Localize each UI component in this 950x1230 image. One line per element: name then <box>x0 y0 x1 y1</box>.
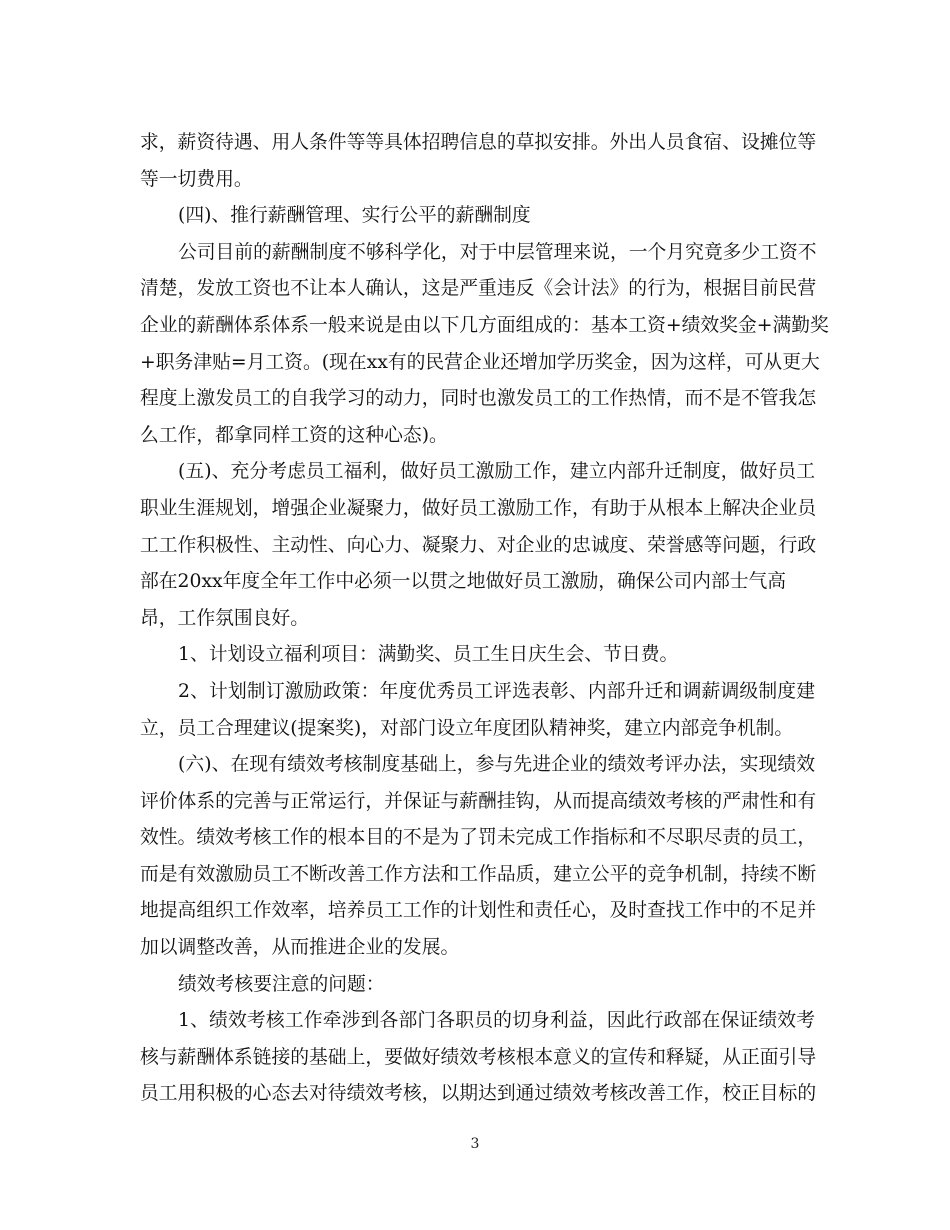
section-heading: (五)、充分考虑员工福利，做好员工激励工作，建立内部升迁制度，做好员工 <box>178 461 815 483</box>
text-line: 员工用积极的心态去对待绩效考核，以期达到通过绩效考核改善工作，校正目标的 <box>140 1083 817 1105</box>
text-line: 职业生涯规划，增强企业凝聚力，做好员工激励工作，有助于从根本上解决企业员 <box>140 497 817 519</box>
text-line: 昂，工作氛围良好。 <box>140 607 310 629</box>
list-item: 1、绩效考核工作牵涉到各部门各职员的切身利益，因此行政部在保证绩效考 <box>178 1010 815 1032</box>
text-line: 而是有效激励员工不断改善工作方法和工作品质，建立公平的竞争机制，持续不断 <box>140 863 817 885</box>
list-item: 1、计划设立福利项目：满勤奖、员工生日庆生会、节日费。 <box>178 644 679 666</box>
section-heading: (六)、在现有绩效考核制度基础上，参与先进企业的绩效考评办法，实现绩效 <box>178 754 815 776</box>
text-line: 部在20xx年度全年工作中必须一以贯之地做好员工激励，确保公司内部士气高 <box>140 571 787 593</box>
text-line: 企业的薪酬体系体系一般来说是由以下几方面组成的：基本工资+绩效奖金+满勤奖 <box>140 314 829 336</box>
text-line: 清楚，发放工资也不让本人确认，这是严重违反《会计法》的行为，根据目前民营 <box>140 278 817 300</box>
text-line: 求，薪资待遇、用人条件等等具体招聘信息的草拟安排。外出人员食宿、设摊位等 <box>140 132 817 153</box>
text-line: 等一切费用。 <box>140 168 253 190</box>
subheading: 绩效考核要注意的问题： <box>178 973 385 995</box>
page-number: 3 <box>470 1136 480 1152</box>
list-item: 2、计划制订激励政策：年度优秀员工评选表彰、内部升迁和调薪调级制度建 <box>178 680 815 702</box>
section-heading: (四)、推行薪酬管理、实行公平的薪酬制度 <box>178 205 531 227</box>
text-line: 地提高组织工作效率，培养员工工作的计划性和责任心，及时查找工作中的不足并 <box>140 900 817 922</box>
text-line: 加以调整改善，从而推进企业的发展。 <box>140 937 460 959</box>
text-line: 效性。绩效考核工作的根本目的不是为了罚未完成工作指标和不尽职尽责的员工， <box>140 827 817 849</box>
text-line: 立，员工合理建议(提案奖)，对部门设立年度团队精神奖，建立内部竞争机制。 <box>140 717 794 739</box>
text-line: 公司目前的薪酬制度不够科学化，对于中层管理来说，一个月究竟多少工资不 <box>178 241 817 263</box>
text-line: 工工作积极性、主动性、向心力、凝聚力、对企业的忠诚度、荣誉感等问题，行政 <box>140 534 817 556</box>
text-line: 评价体系的完善与正常运行，并保证与薪酬挂钩，从而提高绩效考核的严肃性和有 <box>140 790 817 812</box>
text-line: 核与薪酬体系链接的基础上，要做好绩效考核根本意义的宣传和释疑，从正面引导 <box>140 1046 817 1068</box>
text-line: 程度上激发员工的自我学习的动力，同时也激发员工的工作热情，而不是不管我怎 <box>140 388 817 410</box>
body-text <box>140 125 829 1113</box>
text-line: 么工作，都拿同样工资的这种心态)。 <box>140 424 448 446</box>
text-line: +职务津贴=月工资。(现在xx有的民营企业还增加学历奖金，因为这样，可从更大 <box>140 351 820 373</box>
